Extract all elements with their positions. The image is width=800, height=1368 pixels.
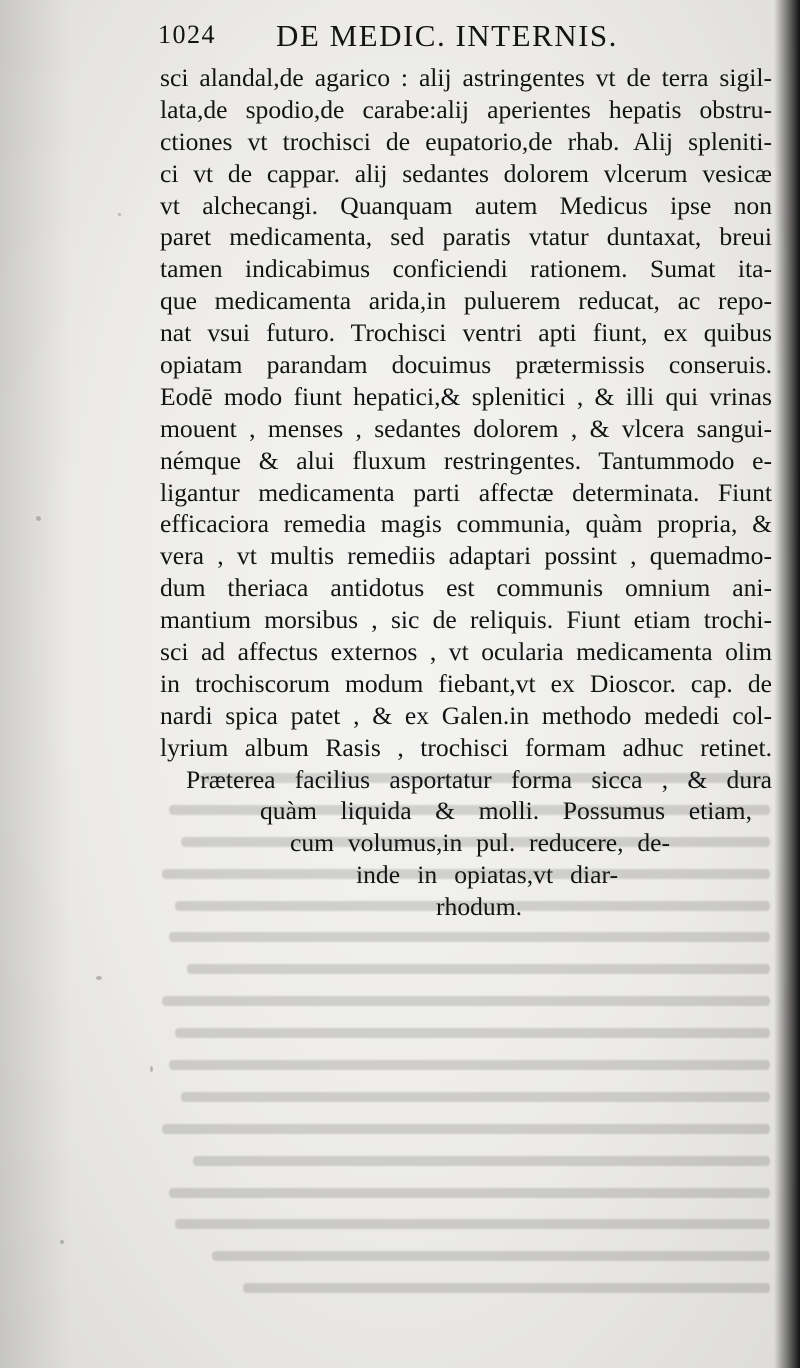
text-line: ligantur medicamenta parti affectæ determinata. Fiunt (160, 477, 772, 507)
text-line: vera , vt multis remediis adaptari possint , quemadmo- (160, 541, 772, 571)
spine-shadow (0, 0, 70, 1368)
text-line: paret medicamenta, sed paratis vtatur duntaxat, breui (160, 222, 772, 252)
paragraph-start-line: Præterea facilius asportatur forma sicca , & dura (186, 764, 772, 794)
text-line: vt alchecangi. Quanquam autem Medicus ipse non (160, 190, 772, 220)
main-text-block (160, 62, 772, 923)
text-line: mouent , menses , sedantes dolorem , & vlcera sangui- (160, 413, 772, 443)
text-line: dum theriaca antidotus est communis omnium ani- (160, 573, 772, 603)
running-title: DE MEDIC. INTERNIS. (276, 18, 618, 53)
text-line: sci ad affectus externos , vt ocularia medicamenta olim (160, 637, 772, 667)
text-line: ctiones vt trochisci de eupatorio,de rhab. Alij spleniti- (160, 126, 772, 156)
text-line: efficaciora remedia magis communia, quàm propria, & (160, 509, 772, 539)
paper-speck (36, 516, 41, 521)
text-line: nardi spica patet , & ex Galen.in methodo mededi col- (160, 700, 772, 730)
text-line: in trochiscorum modum fiebant,vt ex Dioscor. cap. de (160, 668, 772, 698)
text-line: opiatam parandam docuimus prætermissis conseruis. (160, 350, 772, 380)
paper-speck (150, 1066, 153, 1072)
text-line: mantium morsibus , sic de reliquis. Fiunt etiam trochi- (160, 605, 772, 635)
cul-de-lampe-line: inde in opiatas,vt diar- (356, 860, 618, 890)
paper-speck (118, 213, 121, 216)
text-line: tamen indicabimus conficiendi rationem. Sumat ita- (160, 254, 772, 284)
paper-speck (60, 1240, 64, 1244)
text-line: que medicamenta arida,in puluerem reducat, ac repo- (160, 286, 772, 316)
cul-de-lampe-line: quàm liquida & molli. Possumus etiam, (260, 796, 752, 826)
cul-de-lampe-line: cum volumus,in pul. reducere, de- (290, 828, 670, 858)
text-line: lyrium album Rasis , trochisci formam adhuc retinet. (160, 732, 772, 762)
text-line: sci alandal,de agarico : alij astringentes vt de terra sigil- (160, 63, 772, 92)
paper-speck (96, 976, 102, 980)
page-edge-shadow (774, 0, 800, 1368)
cul-de-lampe-line: rhodum. (436, 892, 523, 922)
text-line: némque & alui fluxum restringentes. Tantummodo e- (160, 445, 772, 475)
text-line: lata,de spodio,de carabe:alij aperientes hepatis obstru- (160, 94, 772, 124)
running-header (158, 18, 678, 56)
text-line: Eodē modo fiunt hepatici,& splenitici , & illi qui vrinas (160, 381, 772, 411)
text-line: ci vt de cappar. alij sedantes dolorem vlcerum vesicæ (160, 158, 772, 188)
page-number: 1024 (158, 20, 216, 49)
text-line: nat vsui futuro. Trochisci ventri apti fiunt, ex quibus (160, 318, 772, 348)
